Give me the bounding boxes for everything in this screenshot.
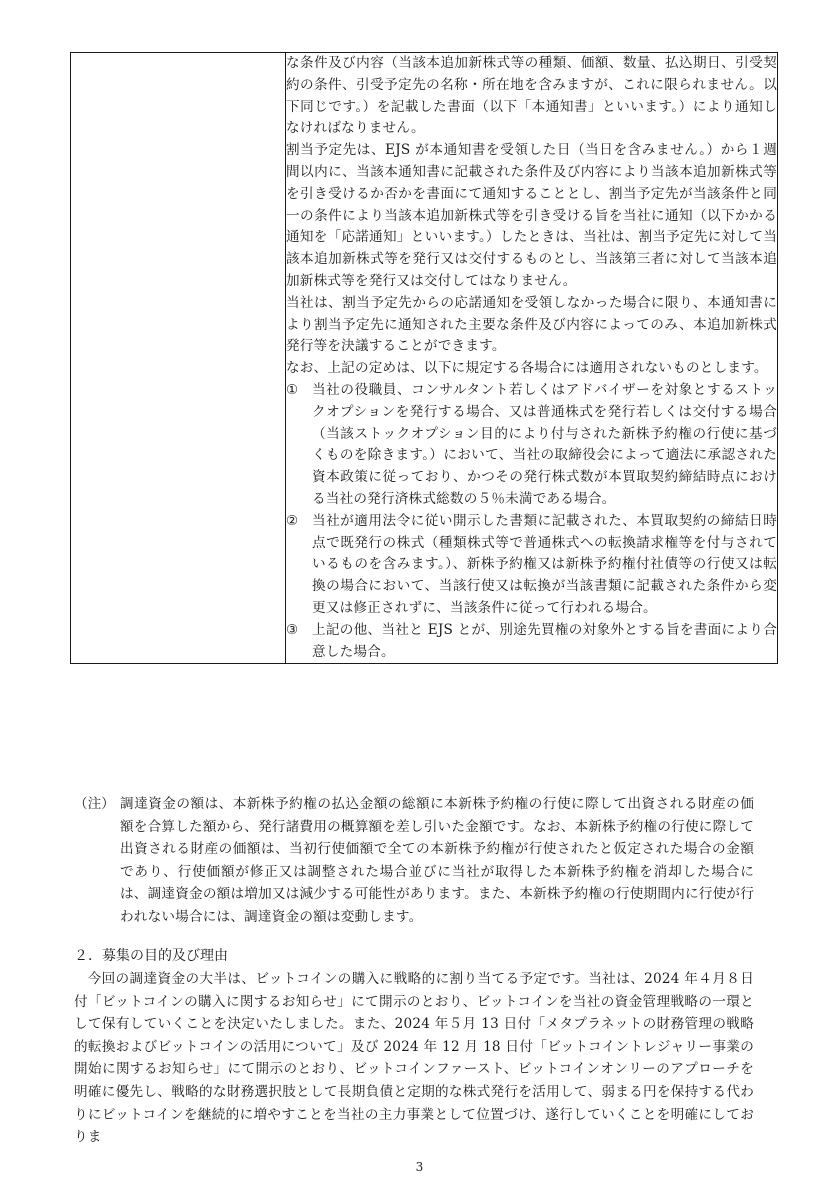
item-text: 当社の役職員、コンサルタント若しくはアドバイザーを対象とするストックオプションを発行する場合、又は普通株式を発行若しくは交付する場合（当該ストックオプション目的により付与された新株予約権の行使に基づくものを除きます。）において、当社の取締役会によって適法に承認された資本政策に従っており、かつその発行株式数が本買取契約締結時点における当社の発行済株式総数の５％未満である場合。 (312, 381, 777, 507)
terms-table (70, 52, 778, 664)
table-paragraph-1: な条件及び内容（当該本追加新株式等の種類、価額、数量、払込期日、引受契約の条件、引受予定先の名称・所在地を含みますが、これに限られません。以下同じです。）を記載した書面（以下「本通知書」といいます。）により通知しなければなりません。 (286, 55, 777, 137)
footnote (74, 793, 754, 929)
item-text: 上記の他、当社と EJS とが、別途先買権の対象外とする旨を書面により合意した場合。 (312, 621, 777, 660)
table-paragraph-2: 割当予定先は、EJS が本通知書を受領した日（当日を含みません。）から１週間以内に、当該本通知書に記載された条件及び内容により当該本追加新株式等を引き受けるか否かを書面にて通知することとし、割当予定先が当該条件と同一の条件により当該本追加新株式等を引き受ける旨を当社に通知（以下かかる通知を「応諾通知」といいます。）したときは、当社は、割当予定先に対して当該本追加新株式等を発行又は交付するものとし、当該第三者に対して当該本追加新株式等を発行又は交付してはなりません。 (286, 142, 777, 289)
table-paragraph-4: なお、上記の定めは、以下に規定する各場合には適用されないものとします。 (286, 360, 768, 377)
section-heading: ２．募集の目的及び理由 (74, 948, 228, 964)
exception-item-2 (286, 511, 777, 620)
table-right-cell (286, 53, 778, 664)
footnote-mark: （注） (74, 796, 115, 812)
exception-item-3 (286, 620, 777, 664)
item-number: ① (286, 381, 299, 398)
table-left-cell (71, 53, 286, 664)
page-number: 3 (415, 1160, 424, 1174)
table-paragraph-3: 当社は、割当予定先からの応諾通知を受領しなかった場合に限り、本通知書により割当予定先に通知された主要な条件及び内容によってのみ、本追加新株式発行等を決議することができます。 (286, 294, 777, 355)
exception-item-1 (286, 380, 777, 511)
item-number: ③ (286, 621, 299, 638)
footnote-text: 調達資金の額は、本新株予約権の払込金額の総額に本新株予約権の行使に際して出資される財産の価額を合算した額から、発行諸費用の概算額を差し引いた金額です。なお、本新株予約権の行使に際して出資される財産の価額は、当初行使価額で全ての本新株予約権が行使されたと仮定された場合の金額であり、行使価額が修正又は調整された場合並びに当社が取得した本新株予約権を消却した場合には、調達資金の額は増加又は減少する可能性があります。また、本新株予約権の行使期間内に行使が行われない場合には、調達資金の額は変動します。 (120, 796, 754, 925)
item-number: ② (286, 512, 299, 529)
item-text: 当社が適用法令に従い開示した書類に記載された、本買取契約の締結日時点で既発行の株式（種類株式等で普通株式への転換請求権等を付与されているものを含みます。）、新株予約権又は新株予約権付社債等の行使又は転換の場合において、当該行使又は転換が当該書類に記載された条件から変更又は修正されずに、当該条件に従って行われる場合。 (312, 512, 777, 616)
section-body: 今回の調達資金の大半は、ビットコインの購入に戦略的に割り当てる予定です。当社は、2024 年４月８日付「ビットコインの購入に関するお知らせ」にて開示のとおり、ビットコインを当社の資金管理戦略の一環として保有していくことを決定いたしました。また、2024 年５月 13 日付「メタプラネットの財務管理の戦略的転換およびビットコインの活用について」及び 2024 年 12 月 18 日付「ビットコイントレジャリー事業の開始に関するお知らせ」にて開示のとおり、ビットコインファースト、ビットコインオンリーのアプローチを明確に優先し、戦略的な財務選択肢として長期負債と定期的な株式発行を活用して、弱まる円を保持する代わりにビットコインを継続的に増やすことを当社の主力事業として位置づけ、遂行していくことを明確にしておりま (74, 971, 754, 1146)
